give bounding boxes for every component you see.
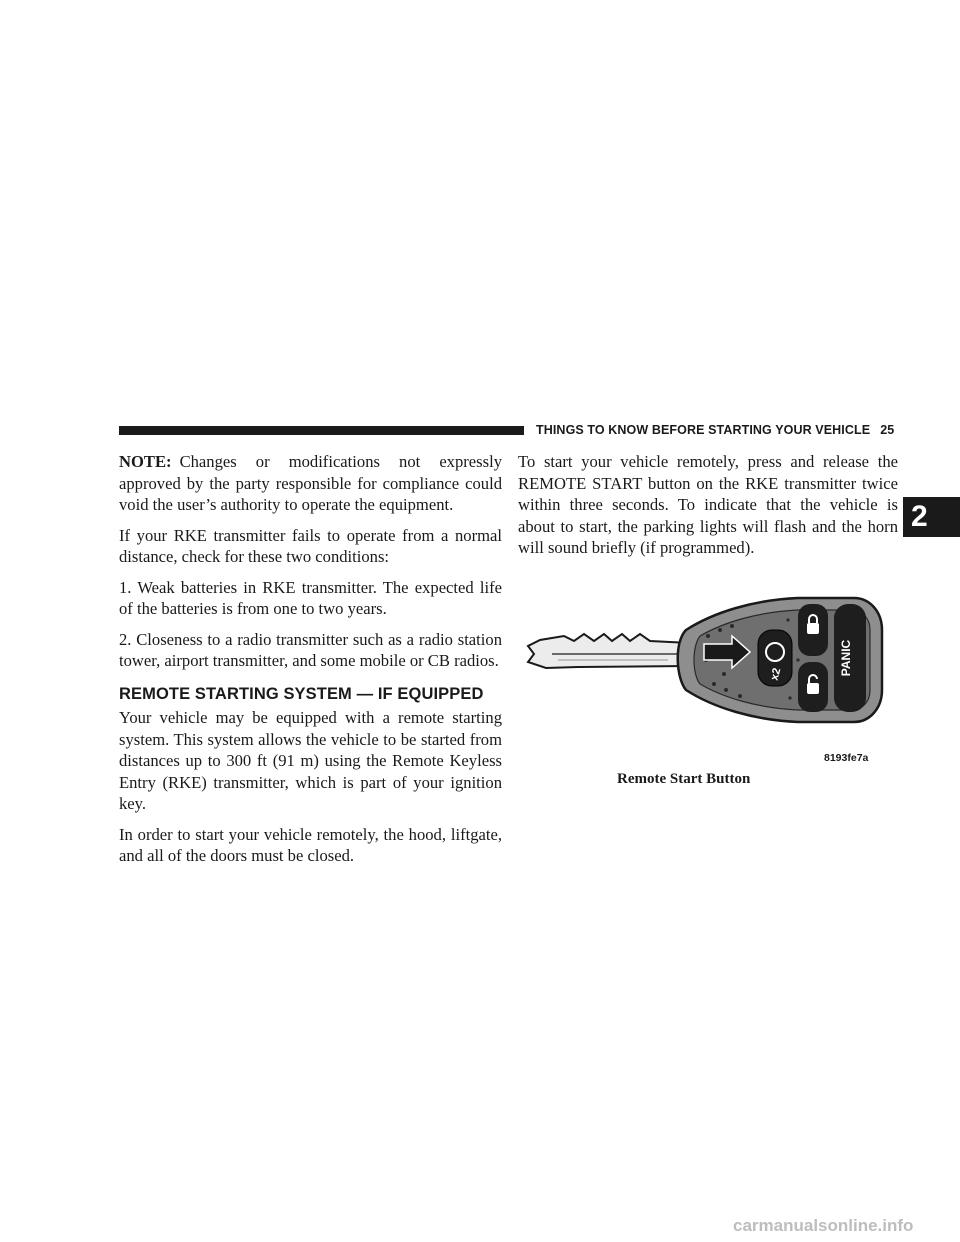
header-rule xyxy=(119,426,524,435)
running-header xyxy=(536,423,894,437)
key-blade xyxy=(528,634,690,668)
note-text: Changes or modifications not expressly approved by the party responsible for compliance could void the user’s authority to operate the equipment. xyxy=(119,452,502,514)
watermark: carmanualsonline.info xyxy=(733,1216,914,1235)
panic-label: PANIC xyxy=(839,639,853,677)
page-number: 25 xyxy=(880,423,895,437)
fail-paragraph: If your RKE transmitter fails to operate from a normal distance, check for these two conditions: xyxy=(119,525,502,566)
doors-closed-paragraph: In order to start your vehicle remotely, the hood, liftgate, and all of the doors must be closed. xyxy=(119,824,502,865)
figure-code: 8193fe7a xyxy=(824,752,869,764)
condition-item-1: 1. Weak batteries in RKE transmitter. The expected life of the batteries is from one to two years. xyxy=(119,577,502,618)
note-paragraph xyxy=(119,451,502,516)
right-column xyxy=(518,451,898,568)
section-title: THINGS TO KNOW BEFORE STARTING YOUR VEHICLE xyxy=(536,423,871,437)
note-label: NOTE: xyxy=(119,452,172,471)
figure-caption: Remote Start Button xyxy=(617,771,751,787)
remote-system-paragraph: Your vehicle may be equipped with a remote starting system. This system allows the vehicle to be started from distances up to 300 ft (91 m) using the Remote Keyless Entry (RKE) transmitter, which is part of your ignition key. xyxy=(119,708,502,813)
left-column xyxy=(119,451,502,876)
section-heading: REMOTE STARTING SYSTEM — IF EQUIPPED xyxy=(119,684,484,703)
condition-item-2: 2. Closeness to a radio transmitter such as a radio station tower, airport transmitter, and some mobile or CB radios. xyxy=(119,629,502,670)
x2-label: x2 xyxy=(768,666,784,682)
lock-icon xyxy=(807,623,819,634)
chapter-tab: 2 xyxy=(903,497,960,537)
remote-start-paragraph: To start your vehicle remotely, press and release the REMOTE START button on the RKE transmitter twice within three seconds. To indicate that the vehicle is about to start, the parking lights will flash and the horn will sound briefly (if programmed). xyxy=(518,452,898,557)
unlock-icon xyxy=(807,683,819,694)
